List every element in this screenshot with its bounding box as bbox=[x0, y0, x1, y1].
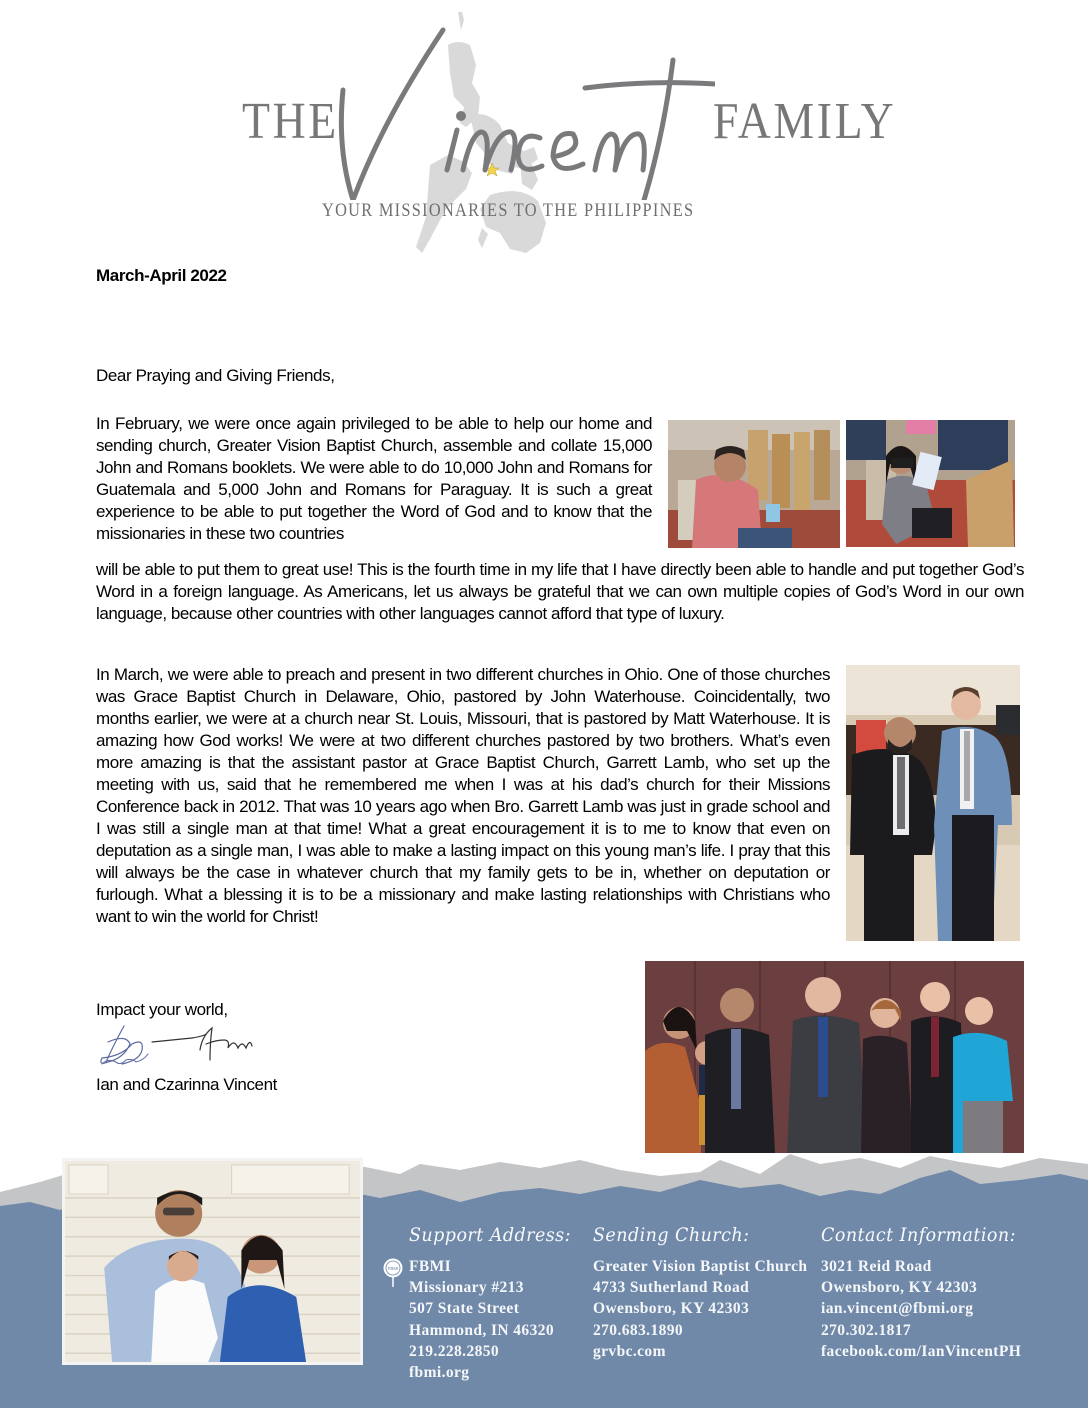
contact-facebook[interactable]: facebook.com/IanVincentPH bbox=[821, 1342, 1022, 1360]
contact-heading: Contact Information: bbox=[821, 1224, 1016, 1246]
photo-group-at-church bbox=[645, 961, 1024, 1153]
support-line: 507 State Street bbox=[409, 1300, 520, 1318]
fbmi-logo-icon bbox=[382, 1258, 404, 1288]
paragraph-february-part1: In February, we were once again privileged to be able to help our home and sending church, Greater Vision Baptist Church, assemble and collate 15,000 John and Romans booklets. We were able to do 10,000 John and Romans for Guatemala and 5,000 John and Romans for Paraguay. It is such a great experience to be able to put together the Word of God and to know that the missionaries in these two countries bbox=[96, 414, 652, 543]
logo-prefix: THE bbox=[242, 93, 339, 150]
letter-greeting: Dear Praying and Giving Friends, bbox=[96, 366, 335, 385]
paragraph-february-part2: will be able to put them to great use! This is the fourth time in my life that I have directly been able to handle and put together God’s Word in a foreign language. As Americans, let us always be grateful that we can own multiple copies of God’s Word in our own language, because other countries with other languages cannot afford that type of luxury. bbox=[96, 560, 1024, 623]
support-website[interactable]: fbmi.org bbox=[409, 1364, 470, 1382]
vincent-family-logo bbox=[230, 0, 897, 260]
contact-email[interactable]: ian.vincent@fbmi.org bbox=[821, 1300, 974, 1318]
photo-ian-with-pastor bbox=[846, 665, 1020, 941]
letter-date: March-April 2022 bbox=[96, 266, 227, 285]
photo-vincent-family bbox=[62, 1158, 363, 1365]
logo-script-vincent bbox=[335, 20, 715, 200]
svg-text:FBMI: FBMI bbox=[387, 1266, 399, 1271]
letter-signers: Ian and Czarinna Vincent bbox=[96, 1075, 277, 1094]
logo-tagline: YOUR MISSIONARIES TO THE PHILIPPINES bbox=[322, 200, 695, 221]
logo-suffix: FAMILY bbox=[713, 93, 897, 150]
church-line: Owensboro, KY 42303 bbox=[593, 1300, 750, 1318]
contact-line: Owensboro, KY 42303 bbox=[821, 1279, 978, 1297]
support-line: FBMI bbox=[409, 1258, 452, 1275]
footer-contact-information bbox=[821, 1224, 1033, 1362]
support-line: Missionary #213 bbox=[409, 1279, 524, 1297]
contact-phone: 270.302.1817 bbox=[821, 1321, 912, 1339]
church-line: 4733 Sutherland Road bbox=[593, 1279, 750, 1297]
support-line: Hammond, IN 46320 bbox=[409, 1321, 555, 1339]
photo-man-collating-booklets bbox=[668, 420, 840, 548]
church-phone: 270.683.1890 bbox=[593, 1321, 684, 1339]
support-phone: 219.228.2850 bbox=[409, 1342, 500, 1360]
contact-line: 3021 Reid Road bbox=[821, 1258, 932, 1275]
paragraph-march: In March, we were able to preach and present in two different churches in Ohio. One of those churches was Grace Baptist Church in Delaware, Ohio, pastored by John Waterhouse. Coincidentally, two months earlier, we were at a church near St. Louis, Missouri, that is pastored by Matt Waterhouse. It is amazing how God works! We were at two different churches pastored by two brothers. What’s even more amazing is that the assistant pastor at Grace Baptist Church, Garrett Lamb, who set up the meeting with us, said that he remembered me when I was at his dad’s church for their Missions Conference back in 2012. That was 10 years ago when Bro. Garrett Lamb was just in grade school and I was still a single man at that time! What a great encouragement it is to me to know that even on deputation as a single man, I was able to make a lasting impact on this young man’s life. I pray that this will always be the case in whatever church that my family gets to be in, whether on deputation or furlough. What a blessing it is to be a missionary and make lasting relationships with Christians who want to win the world for Christ! bbox=[96, 665, 830, 926]
letter-closing: Impact your world, bbox=[96, 1000, 228, 1019]
footer-support-address bbox=[409, 1224, 585, 1383]
photo-woman-holding-booklet bbox=[846, 420, 1015, 547]
church-heading: Sending Church: bbox=[593, 1224, 750, 1246]
church-line: Greater Vision Baptist Church bbox=[593, 1258, 808, 1275]
footer-sending-church bbox=[593, 1224, 807, 1362]
church-website[interactable]: grvbc.com bbox=[593, 1342, 666, 1360]
support-heading: Support Address: bbox=[409, 1224, 571, 1246]
signature-image bbox=[96, 1020, 286, 1070]
